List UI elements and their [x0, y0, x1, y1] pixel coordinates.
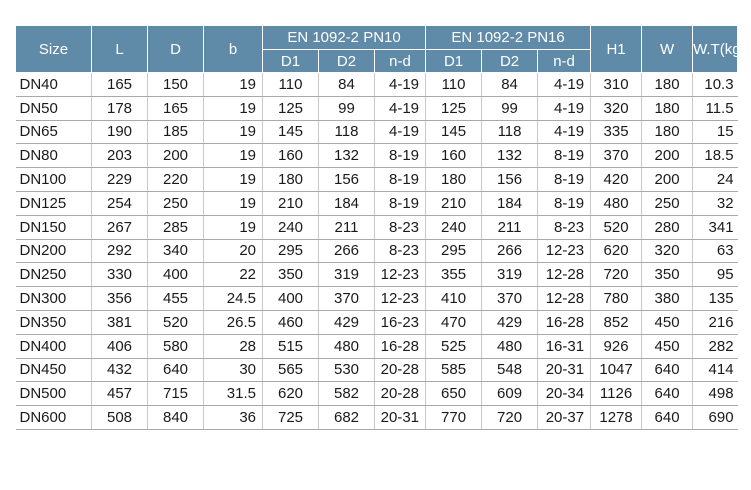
- cell-D: 165: [148, 96, 204, 120]
- cell-pn10-D1: 145: [263, 120, 319, 144]
- cell-b: 19: [204, 191, 263, 215]
- cell-pn10-D2: 132: [319, 144, 375, 168]
- cell-size: DN40: [16, 73, 92, 97]
- cell-pn16-D1: 160: [426, 144, 482, 168]
- cell-b: 19: [204, 168, 263, 192]
- cell-b: 22: [204, 263, 263, 287]
- cell-size: DN200: [16, 239, 92, 263]
- cell-pn16-D1: 180: [426, 168, 482, 192]
- cell-pn10-D1: 160: [263, 144, 319, 168]
- cell-pn10-nd: 20-28: [375, 358, 426, 382]
- cell-pn10-nd: 16-23: [375, 310, 426, 334]
- cell-H1: 620: [591, 239, 642, 263]
- header-H1: H1: [591, 26, 642, 73]
- cell-H1: 1126: [591, 382, 642, 406]
- cell-pn10-nd: 12-23: [375, 263, 426, 287]
- cell-W: 640: [642, 358, 693, 382]
- cell-W: 320: [642, 239, 693, 263]
- cell-D: 340: [148, 239, 204, 263]
- cell-L: 356: [92, 287, 148, 311]
- table-row: [16, 96, 738, 120]
- cell-pn16-nd: 20-37: [538, 406, 591, 430]
- cell-pn16-D2: 480: [482, 334, 538, 358]
- cell-pn16-nd: 4-19: [538, 120, 591, 144]
- cell-D: 185: [148, 120, 204, 144]
- cell-pn16-nd: 16-28: [538, 310, 591, 334]
- cell-size: DN150: [16, 215, 92, 239]
- cell-D: 250: [148, 191, 204, 215]
- header-D: D: [148, 26, 204, 73]
- table-row: [16, 358, 738, 382]
- cell-L: 178: [92, 96, 148, 120]
- cell-size: DN100: [16, 168, 92, 192]
- cell-W: 180: [642, 96, 693, 120]
- cell-b: 19: [204, 120, 263, 144]
- cell-pn10-nd: 4-19: [375, 96, 426, 120]
- cell-weight: 32: [693, 191, 738, 215]
- cell-pn16-D2: 429: [482, 310, 538, 334]
- cell-weight: 282: [693, 334, 738, 358]
- cell-pn16-nd: 20-31: [538, 358, 591, 382]
- cell-pn16-D2: 211: [482, 215, 538, 239]
- cell-H1: 420: [591, 168, 642, 192]
- cell-pn16-D1: 585: [426, 358, 482, 382]
- cell-pn16-D2: 609: [482, 382, 538, 406]
- cell-b: 31.5: [204, 382, 263, 406]
- cell-pn10-D1: 725: [263, 406, 319, 430]
- cell-pn10-D1: 295: [263, 239, 319, 263]
- cell-W: 450: [642, 310, 693, 334]
- cell-D: 400: [148, 263, 204, 287]
- cell-pn10-D1: 565: [263, 358, 319, 382]
- cell-pn10-D2: 84: [319, 73, 375, 97]
- cell-b: 24.5: [204, 287, 263, 311]
- table-row: [16, 263, 738, 287]
- cell-b: 19: [204, 96, 263, 120]
- cell-pn10-D1: 125: [263, 96, 319, 120]
- cell-pn10-D1: 515: [263, 334, 319, 358]
- cell-pn10-D2: 530: [319, 358, 375, 382]
- cell-W: 640: [642, 382, 693, 406]
- header-pn10-D1: D1: [263, 50, 319, 73]
- cell-weight: 10.3: [693, 73, 738, 97]
- cell-W: 380: [642, 287, 693, 311]
- cell-H1: 720: [591, 263, 642, 287]
- cell-pn10-D1: 240: [263, 215, 319, 239]
- cell-b: 28: [204, 334, 263, 358]
- cell-weight: 24: [693, 168, 738, 192]
- cell-pn10-D1: 180: [263, 168, 319, 192]
- cell-weight: 216: [693, 310, 738, 334]
- cell-weight: 11.5: [693, 96, 738, 120]
- cell-W: 250: [642, 191, 693, 215]
- cell-size: DN500: [16, 382, 92, 406]
- cell-pn16-nd: 8-19: [538, 191, 591, 215]
- cell-pn10-D2: 370: [319, 287, 375, 311]
- cell-L: 508: [92, 406, 148, 430]
- cell-pn16-D2: 370: [482, 287, 538, 311]
- cell-H1: 520: [591, 215, 642, 239]
- cell-weight: 95: [693, 263, 738, 287]
- cell-size: DN80: [16, 144, 92, 168]
- cell-pn10-D2: 582: [319, 382, 375, 406]
- cell-size: DN50: [16, 96, 92, 120]
- table-row: [16, 168, 738, 192]
- cell-pn16-nd: 8-19: [538, 168, 591, 192]
- table-row: [16, 310, 738, 334]
- table-row: [16, 287, 738, 311]
- cell-pn10-nd: 8-19: [375, 191, 426, 215]
- header-size: Size: [16, 26, 92, 73]
- cell-pn16-D2: 548: [482, 358, 538, 382]
- header-W: W: [642, 26, 693, 73]
- cell-pn16-nd: 12-28: [538, 287, 591, 311]
- cell-pn16-D1: 240: [426, 215, 482, 239]
- cell-weight: 690: [693, 406, 738, 430]
- table-row: [16, 239, 738, 263]
- cell-pn10-nd: 20-31: [375, 406, 426, 430]
- cell-weight: 414: [693, 358, 738, 382]
- cell-pn16-nd: 4-19: [538, 96, 591, 120]
- cell-size: DN350: [16, 310, 92, 334]
- table-row: [16, 215, 738, 239]
- cell-pn16-D1: 145: [426, 120, 482, 144]
- table-row: [16, 406, 738, 430]
- cell-L: 432: [92, 358, 148, 382]
- cell-L: 330: [92, 263, 148, 287]
- cell-L: 229: [92, 168, 148, 192]
- cell-pn16-D1: 125: [426, 96, 482, 120]
- header-group-pn10: EN 1092-2 PN10: [263, 26, 426, 50]
- cell-D: 285: [148, 215, 204, 239]
- cell-pn16-D2: 99: [482, 96, 538, 120]
- table-header: [16, 26, 746, 73]
- cell-H1: 1047: [591, 358, 642, 382]
- cell-pn16-D1: 410: [426, 287, 482, 311]
- cell-pn16-D1: 210: [426, 191, 482, 215]
- cell-D: 640: [148, 358, 204, 382]
- cell-b: 36: [204, 406, 263, 430]
- cell-pn16-D2: 319: [482, 263, 538, 287]
- cell-W: 450: [642, 334, 693, 358]
- cell-W: 200: [642, 144, 693, 168]
- cell-weight: 498: [693, 382, 738, 406]
- cell-pn10-D1: 620: [263, 382, 319, 406]
- cell-W: 200: [642, 168, 693, 192]
- table-row: [16, 144, 738, 168]
- cell-H1: 320: [591, 96, 642, 120]
- cell-D: 840: [148, 406, 204, 430]
- cell-W: 180: [642, 120, 693, 144]
- cell-pn16-D1: 110: [426, 73, 482, 97]
- table-row: [16, 334, 738, 358]
- cell-D: 455: [148, 287, 204, 311]
- cell-pn10-D1: 460: [263, 310, 319, 334]
- header-L: L: [92, 26, 148, 73]
- cell-pn16-D2: 266: [482, 239, 538, 263]
- cell-pn10-D2: 682: [319, 406, 375, 430]
- table-row: [16, 191, 738, 215]
- cell-pn10-D2: 118: [319, 120, 375, 144]
- table-row: [16, 120, 738, 144]
- cell-b: 26.5: [204, 310, 263, 334]
- cell-L: 254: [92, 191, 148, 215]
- header-group-pn16: EN 1092-2 PN16: [426, 26, 591, 50]
- cell-pn10-nd: 8-19: [375, 168, 426, 192]
- cell-L: 457: [92, 382, 148, 406]
- cell-H1: 310: [591, 73, 642, 97]
- cell-weight: 18.5: [693, 144, 738, 168]
- cell-L: 203: [92, 144, 148, 168]
- cell-W: 640: [642, 406, 693, 430]
- cell-pn16-D1: 470: [426, 310, 482, 334]
- header-weight: W.T(kg): [693, 26, 738, 73]
- cell-L: 165: [92, 73, 148, 97]
- cell-pn10-D2: 480: [319, 334, 375, 358]
- cell-D: 200: [148, 144, 204, 168]
- cell-L: 190: [92, 120, 148, 144]
- cell-D: 150: [148, 73, 204, 97]
- cell-pn10-D2: 266: [319, 239, 375, 263]
- cell-pn10-nd: 8-19: [375, 144, 426, 168]
- cell-pn10-D1: 350: [263, 263, 319, 287]
- cell-pn16-D1: 770: [426, 406, 482, 430]
- cell-pn10-D2: 211: [319, 215, 375, 239]
- cell-pn10-D2: 429: [319, 310, 375, 334]
- cell-D: 220: [148, 168, 204, 192]
- header-b: b: [204, 26, 263, 73]
- cell-weight: 63: [693, 239, 738, 263]
- spec-table-container: [15, 25, 746, 430]
- cell-pn10-D1: 400: [263, 287, 319, 311]
- cell-L: 267: [92, 215, 148, 239]
- cell-pn16-D2: 84: [482, 73, 538, 97]
- cell-pn10-D2: 184: [319, 191, 375, 215]
- cell-pn16-D2: 156: [482, 168, 538, 192]
- cell-pn16-nd: 12-23: [538, 239, 591, 263]
- cell-b: 20: [204, 239, 263, 263]
- cell-size: DN125: [16, 191, 92, 215]
- cell-size: DN450: [16, 358, 92, 382]
- table-row: [16, 382, 738, 406]
- cell-pn10-D2: 319: [319, 263, 375, 287]
- cell-weight: 135: [693, 287, 738, 311]
- cell-size: DN400: [16, 334, 92, 358]
- cell-pn10-D1: 110: [263, 73, 319, 97]
- cell-pn16-D2: 184: [482, 191, 538, 215]
- cell-pn16-D2: 132: [482, 144, 538, 168]
- cell-pn16-nd: 4-19: [538, 73, 591, 97]
- table-body: [16, 73, 738, 430]
- cell-pn10-D2: 156: [319, 168, 375, 192]
- header-pn16-D1: D1: [426, 50, 482, 73]
- cell-weight: 15: [693, 120, 738, 144]
- cell-pn10-D1: 210: [263, 191, 319, 215]
- cell-pn16-D2: 720: [482, 406, 538, 430]
- cell-L: 381: [92, 310, 148, 334]
- cell-pn10-nd: 4-19: [375, 73, 426, 97]
- cell-b: 19: [204, 73, 263, 97]
- header-pn10-D2: D2: [319, 50, 375, 73]
- cell-size: DN300: [16, 287, 92, 311]
- cell-pn10-nd: 8-23: [375, 215, 426, 239]
- cell-pn10-D2: 99: [319, 96, 375, 120]
- cell-pn10-nd: 4-19: [375, 120, 426, 144]
- cell-H1: 780: [591, 287, 642, 311]
- cell-pn16-D1: 650: [426, 382, 482, 406]
- cell-pn16-D1: 295: [426, 239, 482, 263]
- cell-D: 715: [148, 382, 204, 406]
- cell-weight: 341: [693, 215, 738, 239]
- cell-W: 180: [642, 73, 693, 97]
- cell-size: DN250: [16, 263, 92, 287]
- cell-pn10-nd: 12-23: [375, 287, 426, 311]
- cell-H1: 852: [591, 310, 642, 334]
- cell-L: 292: [92, 239, 148, 263]
- cell-H1: 1278: [591, 406, 642, 430]
- cell-D: 520: [148, 310, 204, 334]
- cell-pn16-nd: 8-19: [538, 144, 591, 168]
- cell-D: 580: [148, 334, 204, 358]
- cell-b: 19: [204, 144, 263, 168]
- cell-pn16-nd: 16-31: [538, 334, 591, 358]
- cell-pn16-nd: 12-28: [538, 263, 591, 287]
- cell-size: DN65: [16, 120, 92, 144]
- dimension-spec-table: [15, 25, 746, 430]
- cell-pn16-D2: 118: [482, 120, 538, 144]
- header-pn16-nd: n-d: [538, 50, 591, 73]
- cell-pn16-nd: 20-34: [538, 382, 591, 406]
- cell-pn16-nd: 8-23: [538, 215, 591, 239]
- cell-pn10-nd: 16-28: [375, 334, 426, 358]
- cell-H1: 335: [591, 120, 642, 144]
- header-pn10-nd: n-d: [375, 50, 426, 73]
- cell-b: 30: [204, 358, 263, 382]
- cell-H1: 370: [591, 144, 642, 168]
- table-row: [16, 73, 738, 97]
- header-pn16-D2: D2: [482, 50, 538, 73]
- cell-b: 19: [204, 215, 263, 239]
- cell-pn16-D1: 525: [426, 334, 482, 358]
- cell-pn16-D1: 355: [426, 263, 482, 287]
- cell-H1: 480: [591, 191, 642, 215]
- cell-size: DN600: [16, 406, 92, 430]
- cell-H1: 926: [591, 334, 642, 358]
- cell-pn10-nd: 8-23: [375, 239, 426, 263]
- cell-L: 406: [92, 334, 148, 358]
- cell-pn10-nd: 20-28: [375, 382, 426, 406]
- cell-W: 350: [642, 263, 693, 287]
- cell-W: 280: [642, 215, 693, 239]
